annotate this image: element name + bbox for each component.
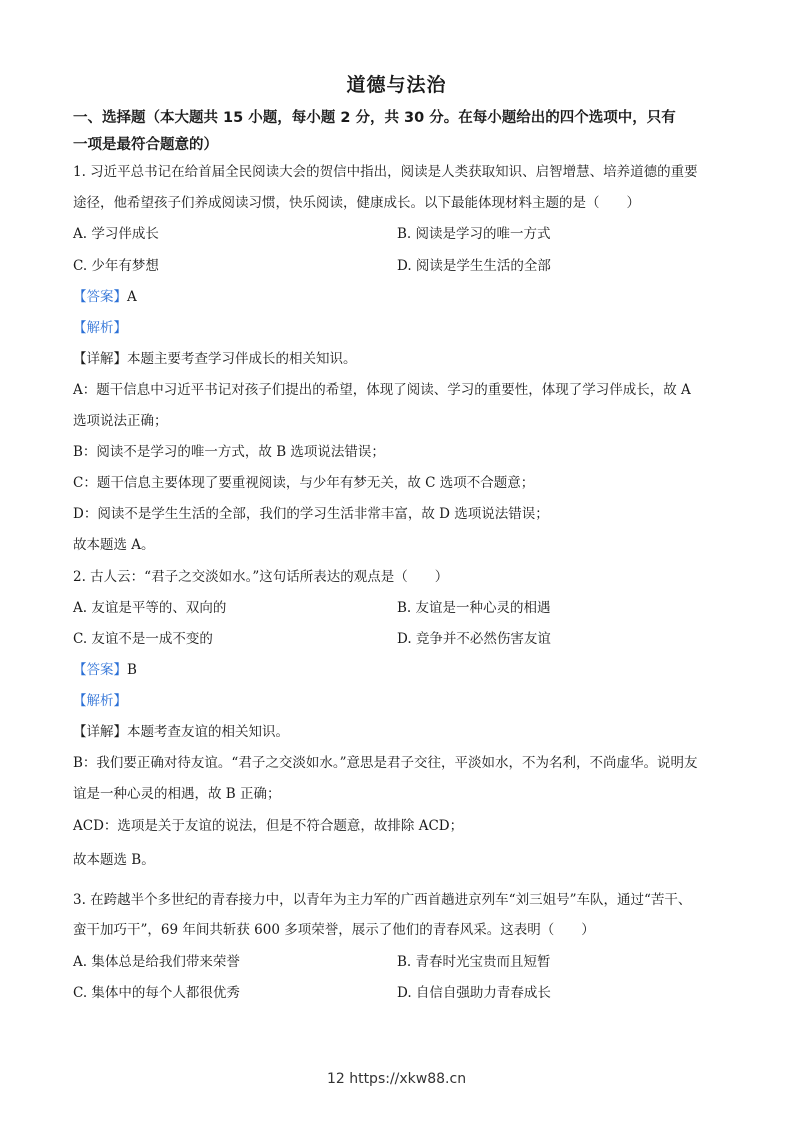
q2-explain-b-line-1: B：我们要正确对待友谊。“君子之交淡如水。”意思是君子交往，平淡如水，不为名利，不尚虚华。说明友 — [73, 755, 698, 771]
answer-value: A — [127, 289, 137, 305]
q1-stem-line-1: 1. 习近平总书记在给首届全民阅读大会的贺信中指出，阅读是人类获取知识、启智增慧、培养道德的重要 — [73, 164, 698, 180]
answer-value: B — [127, 662, 137, 678]
detail-tag: 【详解】 — [73, 724, 127, 740]
q3-option-a: A. 集体总是给我们带来荣誉 — [73, 954, 240, 970]
q1-explain-b: B：阅读不是学习的唯一方式，故 B 选项说法错误； — [73, 444, 385, 460]
q2-conclusion: 故本题选 B。 — [73, 852, 155, 868]
q1-option-b: B. 阅读是学习的唯一方式 — [397, 226, 551, 242]
detail-text: 本题主要考查学习伴成长的相关知识。 — [127, 351, 357, 367]
detail-text: 本题考查友谊的相关知识。 — [127, 724, 289, 740]
q2-explain-acd: ACD：选项是关于友谊的说法，但是不符合题意，故排除 ACD； — [73, 818, 464, 834]
section-heading-line-2: 一项是最符合题意的） — [73, 137, 218, 153]
analysis-tag: 【解析】 — [73, 693, 127, 709]
q2-option-d: D. 竞争并不必然伤害友谊 — [397, 631, 551, 647]
q2-answer — [73, 658, 137, 678]
q3-option-c: C. 集体中的每个人都很优秀 — [73, 985, 240, 1001]
q1-answer — [73, 285, 137, 305]
q1-option-c: C. 少年有梦想 — [73, 258, 159, 274]
q2-explain-b-line-2: 谊是一种心灵的相遇，故 B 正确； — [73, 786, 281, 802]
q2-option-b: B. 友谊是一种心灵的相遇 — [397, 600, 551, 616]
q1-explain-c: C：题干信息主要体现了要重视阅读，与少年有梦无关，故 C 选项不合题意； — [73, 475, 535, 491]
q1-explain-a-line-1: A：题干信息中习近平书记对孩子们提出的希望，体现了阅读、学习的重要性，体现了学习伴成长，故 A — [73, 382, 691, 398]
q1-analysis-tag — [73, 316, 127, 336]
page-title: 道德与法治 — [346, 74, 447, 96]
q1-option-a: A. 学习伴成长 — [73, 226, 159, 242]
section-heading-line-1: 一、选择题（本大题共 15 小题，每小题 2 分，共 30 分。在每小题给出的四个选项中，只有 — [73, 110, 676, 126]
detail-tag: 【详解】 — [73, 351, 127, 367]
q1-stem-line-2: 途径，他希望孩子们养成阅读习惯，快乐阅读，健康成长。以下最能体现材料主题的是（ ） — [73, 195, 640, 211]
q2-stem: 2. 古人云：“君子之交淡如水。”这句话所表达的观点是（ ） — [73, 569, 449, 585]
q2-option-c: C. 友谊不是一成不变的 — [73, 631, 213, 647]
q3-stem-line-2: 蛮干加巧干”，69 年间共斩获 600 多项荣誉，展示了他们的青春风采。这表明（ ） — [73, 922, 595, 938]
analysis-tag: 【解析】 — [73, 320, 127, 336]
answer-tag: 【答案】 — [73, 662, 127, 678]
q1-detail — [73, 347, 357, 367]
q2-option-a: A. 友谊是平等的、双向的 — [73, 600, 227, 616]
q3-option-d: D. 自信自强助力青春成长 — [397, 985, 551, 1001]
q2-detail — [73, 720, 289, 740]
q2-analysis-tag — [73, 689, 127, 709]
q1-option-d: D. 阅读是学生生活的全部 — [397, 258, 551, 274]
q1-explain-d: D：阅读不是学生生活的全部，我们的学习生活非常丰富，故 D 选项说法错误； — [73, 506, 549, 522]
q1-explain-a-line-2: 选项说法正确； — [73, 413, 168, 429]
q1-conclusion: 故本题选 A。 — [73, 537, 155, 553]
answer-tag: 【答案】 — [73, 289, 127, 305]
page-footer: 12 https://xkw88.cn — [326, 1071, 467, 1087]
q3-stem-line-1: 3. 在跨越半个多世纪的青春接力中，以青年为主力军的广西首趟进京列车“刘三姐号”车队，通过“苦干、 — [73, 892, 692, 908]
q3-option-b: B. 青春时光宝贵而且短暂 — [397, 954, 551, 970]
